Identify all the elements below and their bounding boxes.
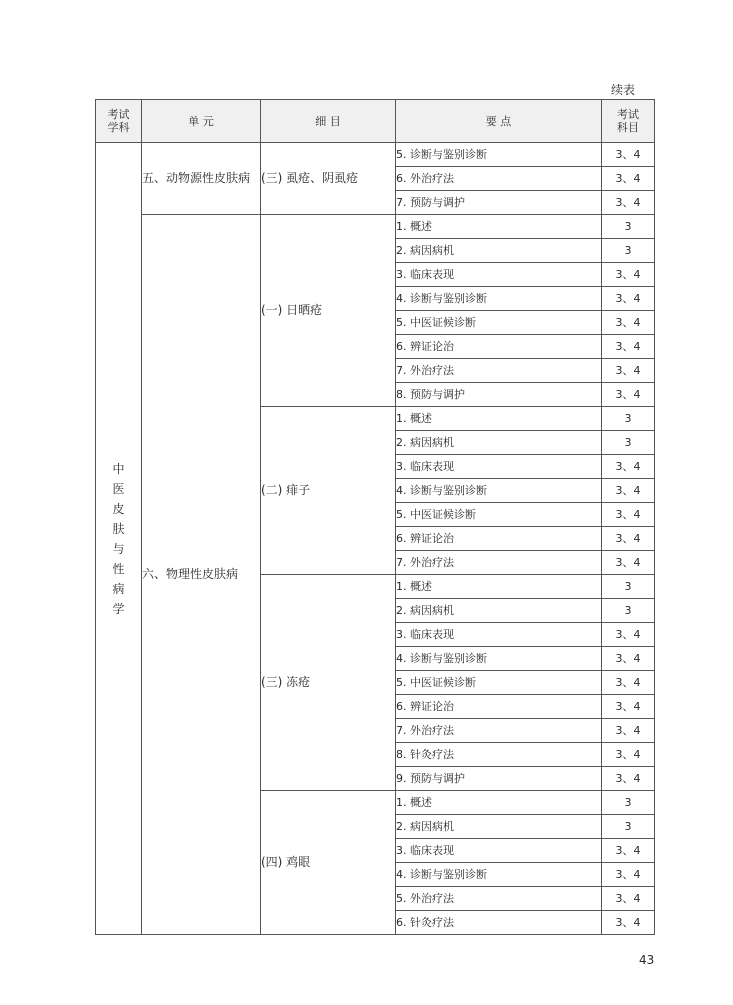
table-row [96,143,655,167]
point-cell: 6. 辨证论治 [396,335,602,359]
exam-subject-cell: 3 [602,815,655,839]
point-cell: 2. 病因病机 [396,815,602,839]
exam-subject-cell: 3 [602,599,655,623]
point-cell: 3. 临床表现 [396,839,602,863]
point-cell: 9. 预防与调护 [396,767,602,791]
point-cell: 2. 病因病机 [396,239,602,263]
item-cell: (三) 虱疮、阴虱疮 [261,143,396,215]
exam-subject-cell: 3、4 [602,311,655,335]
unit-cell: 六、物理性皮肤病 [142,215,261,935]
point-cell: 8. 针灸疗法 [396,743,602,767]
exam-subject-cell: 3、4 [602,479,655,503]
item-cell: (四) 鸡眼 [261,791,396,935]
point-cell: 8. 预防与调护 [396,383,602,407]
exam-subject-cell: 3 [602,215,655,239]
exam-subject-cell: 3、4 [602,623,655,647]
exam-subject-cell: 3、4 [602,287,655,311]
exam-subject-cell: 3、4 [602,263,655,287]
point-cell: 2. 病因病机 [396,599,602,623]
point-cell: 4. 诊断与鉴别诊断 [396,287,602,311]
table-body [96,143,655,935]
exam-subject-cell: 3 [602,407,655,431]
unit-cell: 五、动物源性皮肤病 [142,143,261,215]
point-cell: 6. 外治疗法 [396,167,602,191]
exam-subject-cell: 3、4 [602,743,655,767]
exam-subject-cell: 3、4 [602,455,655,479]
item-cell: (一) 日晒疮 [261,215,396,407]
table-header-row [96,100,655,143]
header-point: 要 点 [396,100,602,143]
point-cell: 4. 诊断与鉴别诊断 [396,479,602,503]
exam-subject-cell: 3、4 [602,887,655,911]
point-cell: 1. 概述 [396,575,602,599]
point-cell: 5. 中医证候诊断 [396,503,602,527]
point-cell: 1. 概述 [396,791,602,815]
exam-subject-cell: 3、4 [602,695,655,719]
exam-subject-cell: 3、4 [602,383,655,407]
exam-subject-cell: 3、4 [602,527,655,551]
point-cell: 5. 中医证候诊断 [396,311,602,335]
point-cell: 5. 诊断与鉴别诊断 [396,143,602,167]
exam-subject-cell: 3、4 [602,503,655,527]
point-cell: 4. 诊断与鉴别诊断 [396,863,602,887]
point-cell: 3. 临床表现 [396,263,602,287]
exam-subject-cell: 3、4 [602,719,655,743]
exam-subject-cell: 3、4 [602,671,655,695]
point-cell: 7. 外治疗法 [396,359,602,383]
exam-subject-cell: 3、4 [602,167,655,191]
exam-subject-cell: 3、4 [602,863,655,887]
subject-cell [96,143,142,935]
point-cell: 5. 外治疗法 [396,887,602,911]
exam-subject-cell: 3、4 [602,551,655,575]
point-cell: 6. 针灸疗法 [396,911,602,935]
exam-subject-cell: 3 [602,575,655,599]
header-exam-subject: 考试科目 [602,100,655,143]
point-cell: 2. 病因病机 [396,431,602,455]
exam-subject-cell: 3、4 [602,911,655,935]
syllabus-table [95,99,655,935]
exam-subject-cell: 3 [602,431,655,455]
header-item: 细 目 [261,100,396,143]
point-cell: 1. 概述 [396,215,602,239]
point-cell: 7. 外治疗法 [396,719,602,743]
exam-subject-cell: 3、4 [602,335,655,359]
exam-subject-cell: 3、4 [602,839,655,863]
exam-subject-cell: 3 [602,791,655,815]
exam-subject-cell: 3、4 [602,767,655,791]
exam-subject-cell: 3、4 [602,359,655,383]
point-cell: 6. 辨证论治 [396,527,602,551]
point-cell: 5. 中医证候诊断 [396,671,602,695]
point-cell: 6. 辨证论治 [396,695,602,719]
subject-label: 中医皮肤与性病学 [112,461,125,616]
page-number: 43 [639,953,655,967]
point-cell: 3. 临床表现 [396,455,602,479]
point-cell: 3. 临床表现 [396,623,602,647]
header-unit: 单 元 [142,100,261,143]
exam-subject-cell: 3、4 [602,191,655,215]
exam-subject-cell: 3 [602,239,655,263]
point-cell: 4. 诊断与鉴别诊断 [396,647,602,671]
exam-subject-cell: 3、4 [602,647,655,671]
point-cell: 7. 预防与调护 [396,191,602,215]
item-cell: (三) 冻疮 [261,575,396,791]
point-cell: 7. 外治疗法 [396,551,602,575]
point-cell: 1. 概述 [396,407,602,431]
exam-subject-cell: 3、4 [602,143,655,167]
continued-label: 续表 [611,83,636,97]
table-row [96,215,655,239]
item-cell: (二) 痱子 [261,407,396,575]
header-subject: 考试学科 [96,100,142,143]
